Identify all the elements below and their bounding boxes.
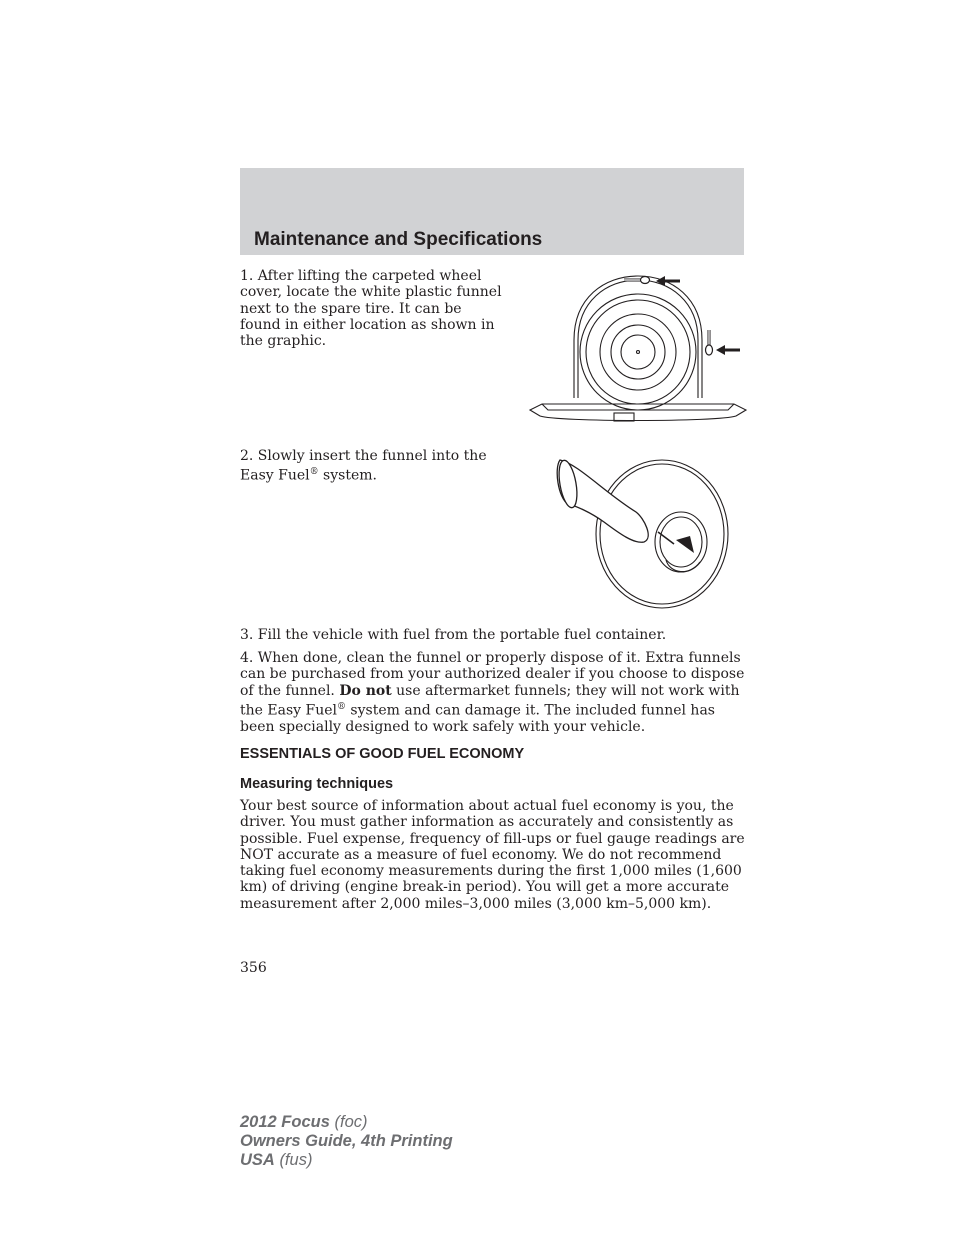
spare-tire-funnel-location-illustration <box>528 270 748 428</box>
footer-line-market: USA (fus) <box>240 1151 313 1169</box>
latch <box>614 413 634 421</box>
page-section-title: Maintenance and Specifications <box>254 229 543 250</box>
step-1-text: 1. After lifting the carpeted wheel cover, locate the white plastic funnel next to the spare tire. It can be found in either location as shown in the graphic. <box>240 268 502 350</box>
page-number: 356 <box>240 960 267 976</box>
registered-mark: ® <box>309 467 319 478</box>
funnel-top-icon <box>624 277 650 284</box>
step-2-text: 2. Slowly insert the funnel into the Easy Fuel® system. <box>240 448 487 484</box>
arrow-side-icon <box>716 345 740 355</box>
registered-mark: ® <box>336 701 346 712</box>
subsection-heading: Measuring techniques <box>240 776 394 792</box>
spare-tire-hub <box>621 335 655 369</box>
footer-line-edition: Owners Guide, 4th Printing <box>240 1132 453 1150</box>
insert-arrow-icon <box>676 536 694 553</box>
measuring-techniques-paragraph: Your best source of information about actual fuel economy is you, the driver. You must gather information as accurately and consistently as possible. Fuel expense, frequency of fill-ups or fuel gauge readings are NOT accurate as a measure of fuel economy. We do not recommend taking fuel economy measurements during the first 1,000 miles (1,600 km) of driving (engine break-in period). You will get a more accurate measurement after 2,000 miles–3,000 miles (3,000 km–5,000 km). <box>240 798 745 912</box>
trunk-floor-edge <box>530 404 746 421</box>
funnel-insertion-illustration <box>548 450 738 612</box>
spare-tire-outer <box>580 294 696 410</box>
step-3-text: 3. Fill the vehicle with fuel from the portable fuel container. <box>240 627 667 643</box>
section-heading: ESSENTIALS OF GOOD FUEL ECONOMY <box>240 746 525 762</box>
step-4-text: 4. When done, clean the funnel or properly dispose of it. Extra funnels can be purchased from your authorized dealer if you choose to dispose of the funnel. Do not use aftermarket funnels; they will not work with the Easy Fuel® system and can damage it. The included funnel has been specially designed to work safely with your vehicle. <box>240 650 745 735</box>
funnel-side-icon <box>706 330 713 355</box>
arrow-top-icon <box>656 276 680 286</box>
footer-line-model: 2012 Focus (foc) <box>240 1113 368 1131</box>
section-header-band <box>240 168 744 255</box>
document-footer <box>240 1113 453 1170</box>
do-not-emphasis: Do not <box>339 682 392 699</box>
